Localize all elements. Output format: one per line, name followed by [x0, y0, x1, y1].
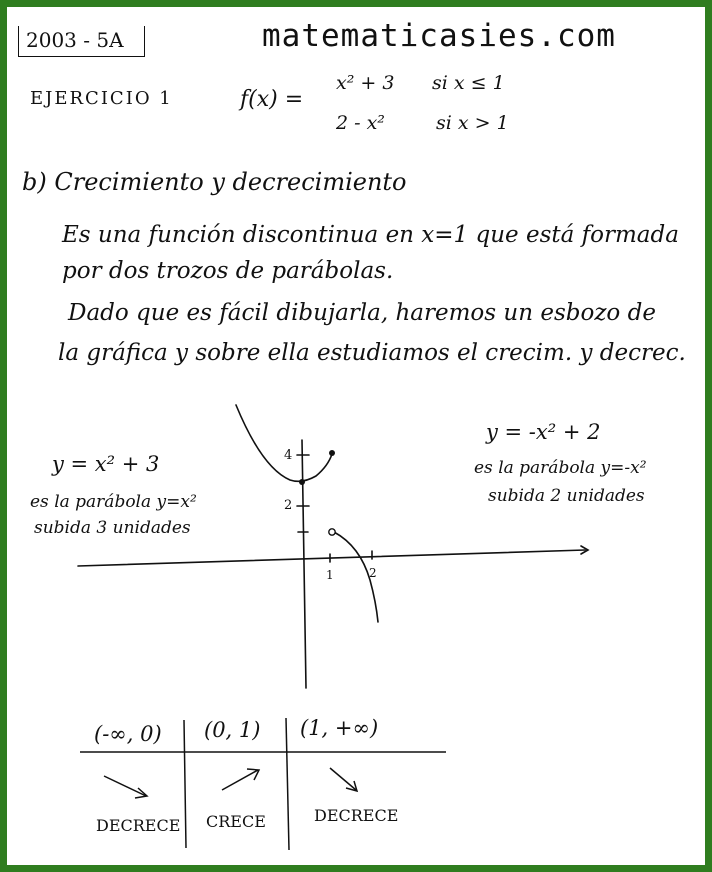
left-equation: y = x² + 3 — [52, 452, 160, 476]
arrow-decrece-2 — [330, 768, 356, 790]
left-note-2: subida 3 unidades — [34, 518, 191, 538]
section-title: b) Crecimiento y decrecimiento — [22, 168, 407, 196]
point-y-intercept — [299, 479, 305, 485]
piece2-cond: si x > 1 — [436, 112, 509, 134]
table-header-1: (-∞, 0) — [94, 722, 162, 746]
table-result-3: DECRECE — [314, 806, 399, 825]
piece2-expr: 2 - x² — [336, 112, 385, 134]
parabola-left — [236, 405, 332, 481]
table-header-2: (0, 1) — [204, 718, 261, 742]
x-axis — [78, 550, 585, 566]
text-line-3: Dado que es fácil dibujarla, haremos un esbozo de — [68, 300, 656, 326]
table-divider-1 — [184, 720, 186, 848]
y-axis — [302, 440, 306, 688]
text-line-1: Es una función discontinua en x=1 que está formada — [62, 222, 679, 248]
right-equation: y = -x² + 2 — [486, 420, 601, 444]
point-open-x1 — [329, 529, 335, 535]
piece1-expr: x² + 3 — [336, 72, 395, 94]
arrow-decrece-1 — [104, 776, 146, 796]
exercise-label: EJERCICIO 1 — [30, 88, 173, 109]
tick-label-y2: 2 — [284, 498, 293, 513]
table-result-2: CRECE — [206, 812, 266, 831]
piece1-cond: si x ≤ 1 — [432, 72, 505, 94]
exam-label: 2003 - 5A — [26, 28, 124, 52]
tick-label-x2: 2 — [369, 566, 377, 580]
fx-label: f(x) = — [240, 87, 304, 112]
arrow-crece — [222, 770, 258, 790]
right-note-2: subida 2 unidades — [488, 486, 645, 506]
tick-label-y4: 4 — [284, 448, 293, 463]
table-result-1: DECRECE — [96, 816, 181, 835]
table-divider-2 — [286, 718, 289, 850]
text-line-2: por dos trozos de parábolas. — [62, 258, 394, 284]
parabola-right — [334, 532, 378, 622]
table-header-3: (1, +∞) — [300, 716, 379, 740]
text-line-4: la gráfica y sobre ella estudiamos el crecim. y decrec. — [58, 340, 686, 366]
left-note-1: es la parábola y=x² — [30, 492, 197, 512]
right-note-1: es la parábola y=-x² — [474, 458, 647, 478]
tick-label-x1: 1 — [326, 568, 334, 582]
point-closed-x1 — [329, 450, 335, 456]
site-name: matematicasies.com — [262, 18, 616, 54]
